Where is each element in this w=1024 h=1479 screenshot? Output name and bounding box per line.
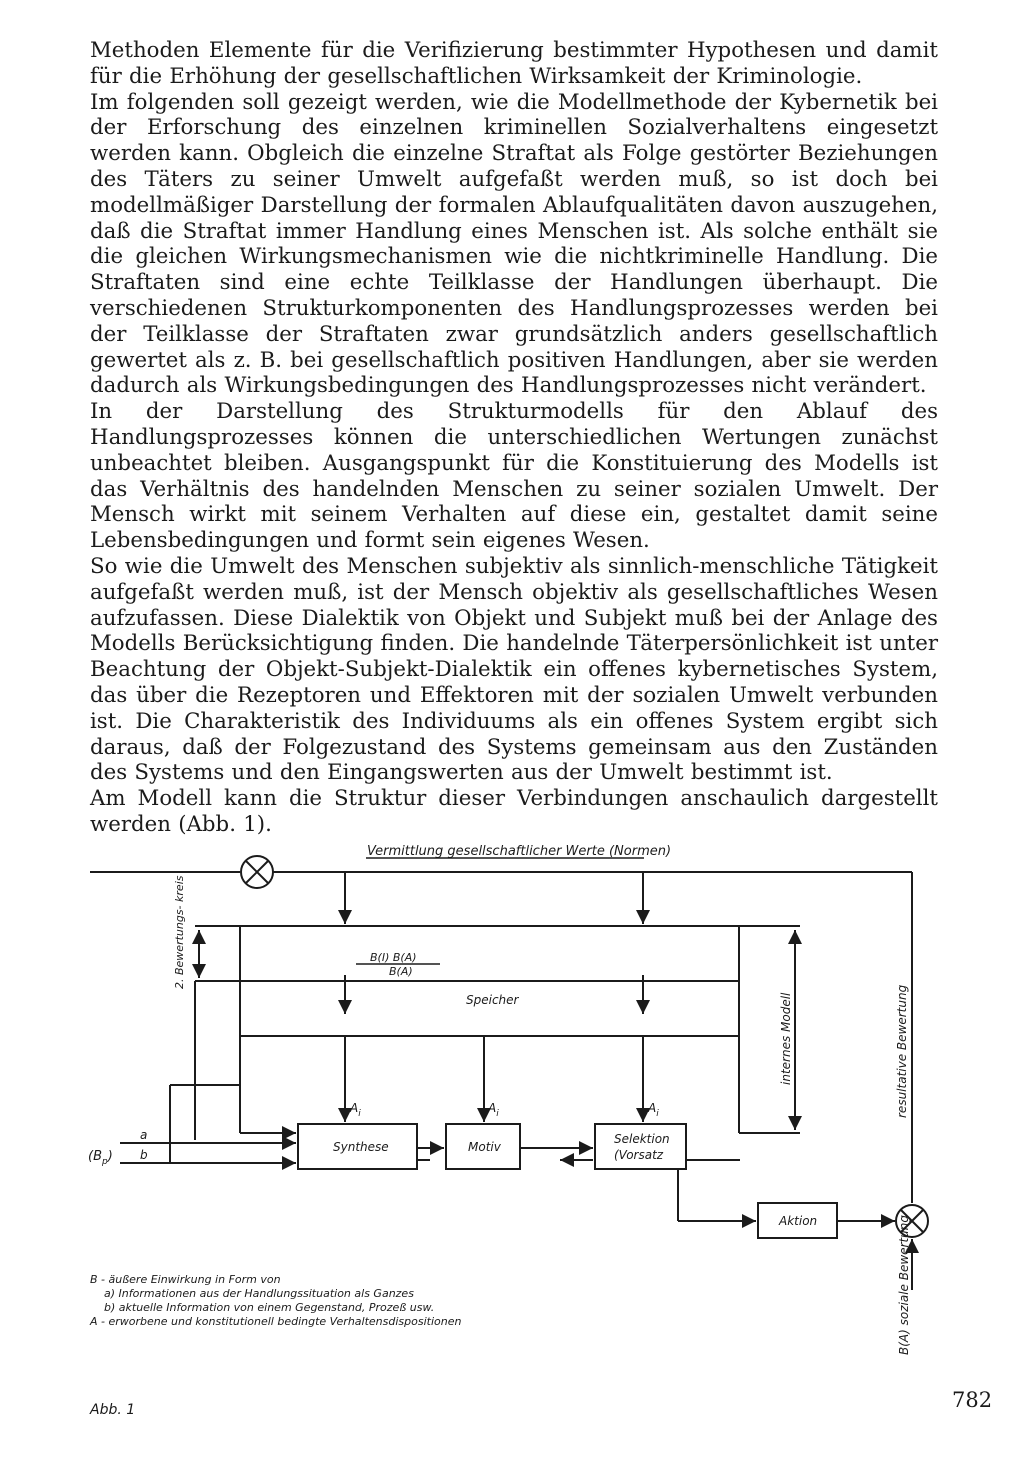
disposition-label-1: $A_i$ xyxy=(350,1101,361,1119)
paragraph-5: Am Modell kann die Struktur dieser Verbindungen anschaulich dargestellt werden (Abb. 1). xyxy=(90,786,938,837)
input-b-label: b xyxy=(140,1148,148,1162)
top-label: Vermittlung gesellschaftlicher Werte (Normen) xyxy=(367,844,672,859)
box-synthese-label: Synthese xyxy=(333,1140,389,1154)
box-motiv-label: Motiv xyxy=(468,1140,501,1154)
resultant-label: resultative Bewertung xyxy=(895,984,909,1118)
legend-line-2: a) Informationen aus der Handlungssituation als Ganzes xyxy=(104,1287,414,1300)
input-source-label: $(B_p)$ xyxy=(88,1149,113,1167)
fraction-numerator: B(I) B(A) xyxy=(370,951,417,964)
disposition-label-3: $A_i$ xyxy=(648,1101,659,1119)
page-number: 782 xyxy=(952,1388,993,1412)
memory-label: Speicher xyxy=(466,993,519,1007)
paragraph-2: Im folgenden soll gezeigt werden, wie die Modellmethode der Kybernetik bei der Erforschung des einzelnen kriminellen Sozialverhaltens eingesetzt werden kann. Obgleich die einzelne Straftat als Folge gestörter Beziehungen des Täters zu seiner Umwelt aufgefaßt werden muß, so ist doch bei modellmäßiger Darstellung der formalen Ablaufqualitäten davon auszugehen, daß die Straftat immer Handlung eines Menschen ist. Als solche enthält sie die gleichen Wirkungsmechanismen wie die nichtkriminelle Handlung. Die Straftaten sind eine echte Teilklasse der Handlungen überhaupt. Die verschiedenen Strukturkomponenten des Handlungsprozesses werden bei der Teilklasse der Straftaten zwar grundsätzlich anders gesellschaftlich gewertet als z. B. bei gesellschaftlich positiven Handlungen, aber sie werden dadurch als Wirkungsbedingungen des Handlungsprozesses nicht verändert. xyxy=(90,89,938,399)
paragraph-4: So wie die Umwelt des Menschen subjektiv als sinnlich-menschliche Tätigkeit aufgefaßt werden muß, ist der Mensch objektiv als gesellschaftliches Wesen aufzufassen. Diese Dialektik von Objekt und Subjekt muß bei der Anlage des Modells Berücksichtigung finden. Die handelnde Täterpersönlichkeit ist unter Beachtung der Objekt-Subjekt-Dialektik ein offenes kybernetisches System, das über die Rezeptoren und Effektoren mit der sozialen Umwelt verbunden ist. Die Charakteristik des Individuums als ein offenes System ergibt sich daraus, daß der Folgezustand des Systems gemeinsam aus den Zuständen des Systems und den Eingangswerten aus der Umwelt bestimmt ist. xyxy=(90,553,938,786)
internal-model-label: internes Modell xyxy=(779,992,793,1085)
legend-line-3: b) aktuelle Information von einem Gegenstand, Prozeß usw. xyxy=(104,1301,435,1314)
legend-line-1: B - äußere Einwirkung in Form von xyxy=(90,1273,281,1286)
box-selektion-label-1: Selektion xyxy=(614,1132,670,1146)
legend-line-4: A - erworbene und konstitutionell bedingte Verhaltensdispositionen xyxy=(90,1315,462,1328)
input-a-label: a xyxy=(140,1128,148,1142)
paragraph-1: Methoden Elemente für die Verifizierung bestimmter Hypothesen und damit für die Erhöhung der gesellschaftlichen Wirksamkeit der Kriminologie. xyxy=(90,38,938,89)
box-selektion xyxy=(595,1124,686,1169)
social-eval-label: B(A) soziale Bewertung xyxy=(897,1214,911,1355)
paragraph-3: In der Darstellung des Strukturmodells für den Ablauf des Handlungsprozesses können die unterschiedlichen Wertungen zunächst unbeachtet bleiben. Ausgangspunkt für die Konstituierung des Modells ist das Verhältnis des handelnden Menschen zu seiner sozialen Umwelt. Der Mensch wirkt mit seinem Verhalten auf diese ein, gestaltet damit seine Lebensbedingungen und formt sein eigenes Wesen. xyxy=(90,399,938,554)
loop-label: 2. Bewertungs- kreis xyxy=(173,875,186,989)
figure-caption: Abb. 1 xyxy=(90,1402,136,1418)
fraction-denominator: B(A) xyxy=(389,965,413,978)
box-selektion-label-2: (Vorsatz xyxy=(614,1148,664,1162)
box-aktion-label: Aktion xyxy=(779,1214,818,1228)
disposition-label-2: $A_i$ xyxy=(488,1101,499,1119)
